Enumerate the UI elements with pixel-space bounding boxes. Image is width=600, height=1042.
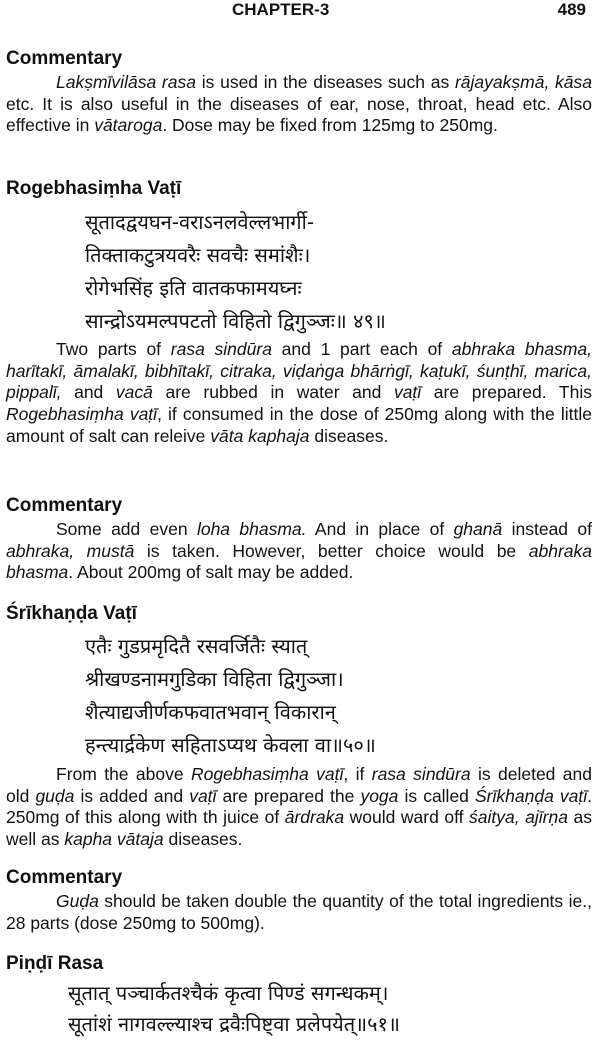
italic-term: kapha vātaja: [64, 829, 164, 850]
verse-line: तिक्ताकटुत्रयवरैः सवचैः समांशैः।: [85, 243, 311, 267]
text-run: is called: [398, 785, 475, 806]
section-heading-commentary-3: Commentary: [6, 867, 123, 888]
verse-line: सान्द्रोऽयमल्पपटतो विहितो द्विगुञ्जः॥ ४९॥: [85, 309, 386, 333]
text-run: instead of: [502, 519, 592, 539]
commentary-2-text: [6, 519, 592, 584]
italic-term: Guḍa: [56, 891, 99, 911]
verse-line: हन्त्यार्द्रकेण सहिताऽप्यथ केवला वा॥५०॥: [85, 733, 376, 757]
text-run: , if consumed in the dose of 250mg along with the little amount of salt can releive: [6, 404, 592, 446]
italic-term: loha bhasma.: [196, 519, 307, 539]
page-number: 489: [557, 0, 586, 19]
italic-term: abhraka, mustā: [6, 540, 135, 561]
text-run: and: [61, 382, 116, 403]
text-run: From the above: [56, 764, 192, 784]
italic-term: abhraka bhasma: [6, 540, 592, 583]
verse-line: रोगेभसिंह इति वातकफामयघ्नः: [85, 276, 302, 300]
verse-line: सूतात् पञ्चार्कतश्चैकं कृत्वा पिण्डं सगन्धकम्।: [68, 981, 389, 1005]
section-heading-commentary-2: Commentary: [6, 495, 123, 516]
italic-term: rasa sindūra: [371, 764, 471, 784]
text-run: as well as: [6, 807, 592, 850]
rogebhasimha-description: [6, 339, 592, 448]
text-run: diseases.: [163, 829, 243, 850]
text-run: would ward off: [344, 807, 470, 828]
italic-term: vātaroga: [94, 115, 163, 136]
italic-term: Rogebhasiṃha vaṭī: [191, 764, 344, 784]
text-run: . 250mg of this along with th juice of: [6, 785, 592, 828]
italic-term: vaṭī: [189, 785, 217, 806]
verse-line: सूतादद्वयघन-वराऽनलवेल्लभार्गी-: [85, 210, 315, 234]
italic-term: vacā: [115, 382, 153, 403]
text-run: . Dose may be fixed from 125mg to 250mg.: [162, 115, 498, 136]
section-heading-srikhanda-vati: Śrīkhaṇḍa Vaṭī: [6, 603, 137, 624]
text-run: Some add even: [56, 519, 197, 539]
text-run: are prepared. This: [421, 382, 592, 403]
text-run: diseases.: [309, 425, 389, 446]
srikhanda-description: [6, 764, 592, 851]
text-run: . About 200mg of salt may be added.: [68, 562, 354, 583]
italic-term: ārdraka: [284, 807, 345, 828]
verse-line: श्रीखण्डनामगुडिका विहिता द्विगुञ्जा।: [85, 667, 344, 691]
italic-term: Śrīkhaṇḍa vaṭī: [475, 785, 588, 806]
verse-line: शैत्याद्यजीर्णकफवातभवान् विकारान्: [85, 700, 336, 724]
italic-term: vaṭī: [393, 382, 422, 403]
italic-term: Rogebhasiṃha vaṭī: [6, 404, 158, 425]
text-run: is added and: [74, 785, 190, 806]
italic-term: vāta kaphaja: [210, 425, 310, 446]
text-run: , if: [343, 764, 372, 784]
italic-term: rasa sindūra: [170, 339, 272, 359]
text-run: Two parts of: [56, 339, 171, 359]
commentary-3-text: [6, 891, 592, 934]
italic-term: yoga: [360, 785, 399, 806]
commentary-1-text: [6, 72, 592, 137]
italic-term: Lakṣmīvilāsa rasa: [56, 72, 196, 92]
italic-term: ghanā: [453, 519, 503, 539]
chapter-title: CHAPTER-3: [232, 0, 330, 19]
text-run: are rubbed in water and: [152, 382, 394, 403]
verse-line: एतैः गुडप्रमृदितै रसवर्जितैः स्यात्: [85, 634, 308, 658]
text-run: are prepared the: [216, 785, 361, 806]
text-run: and 1 part each of: [271, 339, 452, 359]
text-run: is deleted and old: [6, 764, 592, 806]
italic-term: śaitya, ajīrṇa: [469, 807, 568, 828]
italic-term: abhraka bhasma, harītakī, āmalakī, bibhītakī, citraka, viḍaṅga bhārṅgī, kaṭukī, śunṭhī, marica, pippalī,: [6, 339, 592, 403]
text-run: is taken. However, better choice would be: [134, 540, 529, 561]
text-run: is used in the diseases such as: [195, 72, 455, 92]
page-header: [0, 0, 600, 28]
verse-line: सूतांशं नागवल्ल्याश्च द्रवैःपिष्ट्वा प्रलेपयेत्॥५१॥: [68, 1012, 400, 1036]
text-run: should be taken double the quantity of the total ingredients ie., 28 parts (dose 250mg to 500mg).: [6, 891, 592, 933]
section-heading-commentary-1: Commentary: [6, 48, 123, 69]
italic-term: rājayakṣmā, kāsa: [454, 72, 593, 92]
italic-term: guḍa: [35, 785, 75, 806]
text-run: And in place of: [306, 519, 454, 539]
section-heading-pindi-rasa: Piṇḍī Rasa: [6, 953, 104, 974]
text-run: etc. It is also useful in the diseases of ear, nose, throat, head etc. Also effective in: [6, 93, 592, 136]
section-heading-rogebhasimha-vati: Rogebhasiṃha Vaṭī: [6, 178, 182, 199]
